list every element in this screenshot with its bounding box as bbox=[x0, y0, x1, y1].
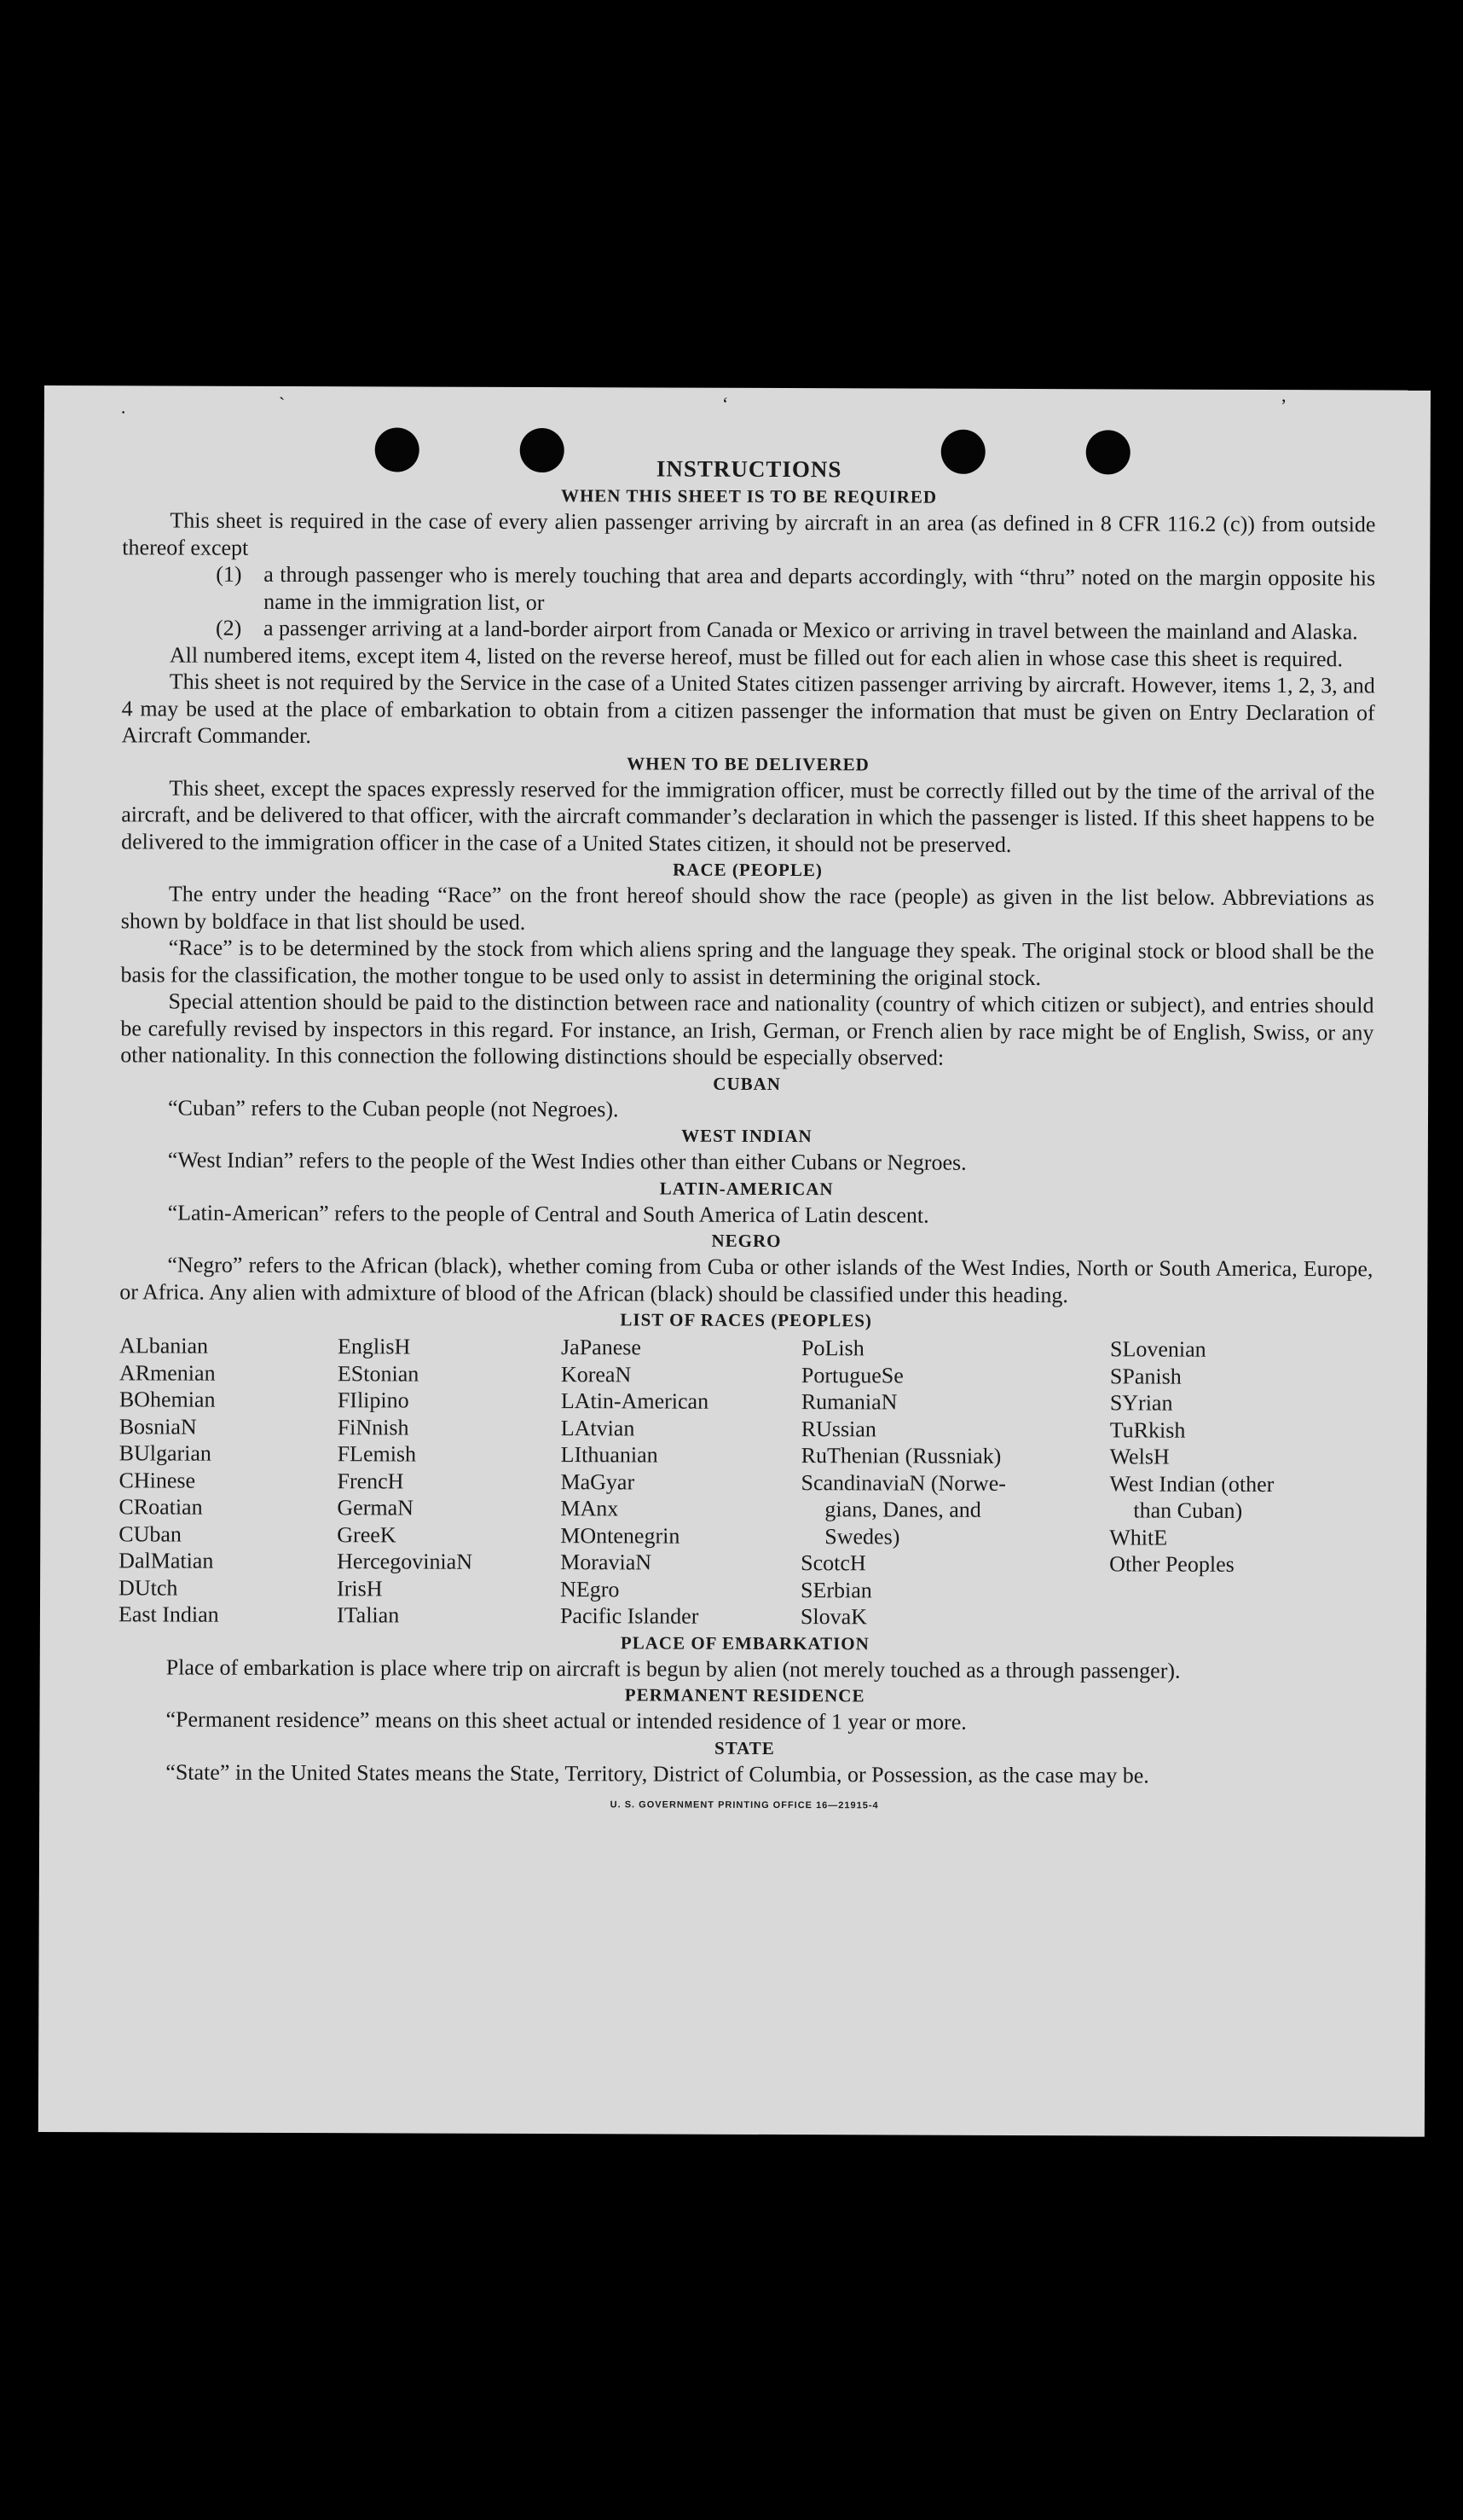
race-entry: RUssian bbox=[801, 1416, 876, 1441]
race-entry: DUtch bbox=[119, 1574, 178, 1601]
paragraph: The entry under the heading “Race” on the front hereof should show the race (people) as given in the list below. Abbreviations as shown by boldface in that list should be used. bbox=[120, 881, 1374, 935]
races-column bbox=[119, 1332, 338, 1628]
race-entry: SPanish bbox=[1109, 1363, 1182, 1389]
paragraph: “Permanent residence” means on this sheet actual or intended residence of 1 year or more. bbox=[165, 1706, 967, 1735]
race-entry: FLemish bbox=[337, 1441, 417, 1467]
paragraph: “West Indian” refers to the people of the West Indies other than either Cubans or Negroes. bbox=[167, 1147, 967, 1175]
race-entry: LAtin-American bbox=[560, 1388, 709, 1414]
section-heading: RACE (PEOPLE) bbox=[673, 859, 823, 881]
section-heading: PLACE OF EMBARKATION bbox=[620, 1631, 870, 1654]
section-heading: NEGRO bbox=[711, 1230, 782, 1252]
race-entry: Swedes) bbox=[824, 1523, 900, 1550]
item-text: a passenger arriving at a land-border airport from Canada or Mexico or arriving in travel between the mainland and Alaska. bbox=[263, 615, 1358, 645]
race-entry: EnglisH bbox=[338, 1334, 411, 1359]
races-column bbox=[560, 1334, 801, 1630]
paragraph: “Latin-American” refers to the people of Central and South America of Latin descent. bbox=[167, 1200, 929, 1228]
race-entry: Pacific Islander bbox=[559, 1603, 699, 1629]
race-entry: LIthuanian bbox=[560, 1442, 658, 1468]
paragraph: This sheet is not required by the Service in the case of a United States citizen passenger arriving by aircraft. However, items 1, 2, 3, and 4 may be used at the place of embarkation to obtain from a citizen passenger the information that must be given on Entry Declaration of Aircraft Commander. bbox=[121, 669, 1375, 749]
race-entry: RumaniaN bbox=[801, 1389, 898, 1415]
race-entry: than Cuban) bbox=[1133, 1498, 1243, 1523]
race-entry: EStonian bbox=[337, 1360, 419, 1387]
race-entry: BUlgarian bbox=[119, 1440, 211, 1466]
races-column bbox=[801, 1335, 1110, 1631]
race-entry: WhitE bbox=[1109, 1524, 1168, 1550]
section-heading: WHEN TO BE DELIVERED bbox=[627, 752, 870, 774]
race-entry: LAtvian bbox=[560, 1415, 635, 1440]
ink-speck: ‘ bbox=[721, 392, 729, 414]
race-entry: ITalian bbox=[336, 1602, 400, 1628]
section-heading: WEST INDIAN bbox=[681, 1125, 812, 1147]
race-entry: KoreaN bbox=[560, 1361, 632, 1387]
section-heading: PERMANENT RESIDENCE bbox=[624, 1684, 865, 1706]
ink-speck: ` bbox=[278, 392, 286, 414]
ink-speck: ’ bbox=[1280, 395, 1287, 417]
race-entry: FIlipino bbox=[337, 1387, 409, 1413]
paragraph: This sheet is required in the case of every alien passenger arriving by aircraft in an area (as defined in 8 CFR 116.2 (c)) from outside thereof except bbox=[122, 507, 1376, 560]
race-entry: CUban bbox=[119, 1521, 182, 1547]
race-entry: JaPanese bbox=[561, 1335, 641, 1360]
race-entry: HercegoviniaN bbox=[337, 1549, 473, 1574]
race-entry: East Indian bbox=[118, 1602, 219, 1627]
race-entry: TuRkish bbox=[1109, 1416, 1186, 1443]
race-entry: gians, Danes, and bbox=[824, 1497, 981, 1522]
race-entry: CHinese bbox=[119, 1467, 196, 1493]
race-entry: West Indian (other bbox=[1109, 1470, 1275, 1497]
list-item bbox=[122, 560, 1375, 618]
race-entry: GermaN bbox=[337, 1495, 413, 1521]
race-entry: PortugueSe bbox=[801, 1362, 904, 1388]
race-entry: FiNnish bbox=[337, 1414, 409, 1440]
paragraph: This sheet, except the spaces expressly reserved for the immigration officer, must be correctly filled out by the time of the arrival of the aircraft, and be delivered to that officer, with the aircraft commander’s declaration in which the passenger is listed. If this sheet happens to be delivered to the immigration officer in the case of a United States citizen, it should not be preserved. bbox=[121, 775, 1375, 857]
race-entry: Other Peoples bbox=[1109, 1551, 1235, 1577]
printing-office-note: U. S. GOVERNMENT PRINTING OFFICE 16—21915-4 bbox=[610, 1799, 879, 1811]
race-entry: BosniaN bbox=[119, 1413, 197, 1440]
race-entry: NEgro bbox=[560, 1576, 620, 1602]
paragraph: “Negro” refers to the African (black), whether coming from Cuba or other islands of the West Indies, North or South America, Europe, or Africa. Any alien with admixture of blood of the African (black) should be classified under this heading. bbox=[119, 1252, 1373, 1307]
race-entry: SLovenian bbox=[1110, 1336, 1206, 1362]
races-column bbox=[1109, 1335, 1366, 1632]
paragraph: All numbered items, except item 4, listed on the reverse hereof, must be filled out for each alien in whose case this sheet is required. bbox=[169, 642, 1344, 671]
race-entry: MOntenegrin bbox=[560, 1522, 680, 1549]
race-entry: MAnx bbox=[560, 1496, 619, 1521]
race-entry: IrisH bbox=[337, 1575, 383, 1601]
list-item bbox=[122, 614, 1375, 646]
race-entry: ScotcH bbox=[801, 1550, 866, 1576]
section-heading: LIST OF RACES (PEOPLES) bbox=[620, 1309, 872, 1331]
section-heading: LATIN-AMERICAN bbox=[659, 1178, 834, 1199]
paragraph: “State” in the United States means the State, Territory, District of Columbia, or Possession, as the case may be. bbox=[165, 1759, 1149, 1788]
race-entry: DalMatian bbox=[119, 1548, 214, 1573]
section-heading: WHEN THIS SHEET IS TO BE REQUIRED bbox=[560, 485, 938, 507]
item-number: (1) bbox=[216, 561, 242, 587]
races-column bbox=[337, 1333, 561, 1629]
paragraph: “Race” is to be determined by the stock from which aliens spring and the language they speak. The original stock or blood shall be the basis for the classification, the mother tongue to be used only to assist in determining the original stock. bbox=[120, 935, 1374, 990]
section-heading: STATE bbox=[714, 1737, 775, 1758]
paragraph: Special attention should be paid to the distinction between race and nationality (country of which citizen or subject), and entries should be carefully revised by inspectors in this regard. For instance, an Irish, German, or French alien by race might be of English, Swiss, or any other nationality. In this connection the following distinctions should be especially observed: bbox=[120, 988, 1374, 1070]
item-number: (2) bbox=[215, 615, 242, 640]
race-entry: SErbian bbox=[801, 1577, 872, 1602]
race-entry: BOhemian bbox=[119, 1387, 216, 1412]
instructions-content bbox=[118, 452, 1376, 1822]
document-sheet bbox=[38, 385, 1431, 2137]
races-list bbox=[119, 1332, 1373, 1632]
race-entry: GreeK bbox=[337, 1521, 396, 1547]
race-entry: ScandinaviaN (Norwe- bbox=[801, 1469, 1006, 1496]
race-entry: MaGyar bbox=[560, 1469, 635, 1494]
ink-speck: . bbox=[120, 396, 126, 418]
race-entry: FrencH bbox=[337, 1468, 404, 1493]
race-entry: WelsH bbox=[1109, 1444, 1170, 1469]
race-entry: SlovaK bbox=[800, 1604, 868, 1630]
race-entry: ALbanian bbox=[119, 1333, 209, 1358]
race-entry: PoLish bbox=[801, 1335, 864, 1361]
race-entry: RuThenian (Russniak) bbox=[801, 1443, 1002, 1469]
race-entry: CRoatian bbox=[119, 1494, 203, 1520]
race-entry: SYrian bbox=[1109, 1390, 1173, 1416]
item-text: a through passenger who is merely touching that area and departs accordingly, with “thru” noted on the margin opposite his name in the immigration list, or bbox=[263, 561, 1376, 615]
paragraph: Place of embarkation is place where trip on aircraft is begun by alien (not merely touched as a through passenger). bbox=[165, 1654, 1181, 1683]
race-entry: MoraviaN bbox=[560, 1550, 652, 1575]
page-title: INSTRUCTIONS bbox=[656, 455, 842, 483]
paragraph: “Cuban” refers to the Cuban people (not Negroes). bbox=[167, 1095, 619, 1121]
section-heading: CUBAN bbox=[713, 1073, 782, 1094]
race-entry: ARmenian bbox=[119, 1359, 216, 1386]
